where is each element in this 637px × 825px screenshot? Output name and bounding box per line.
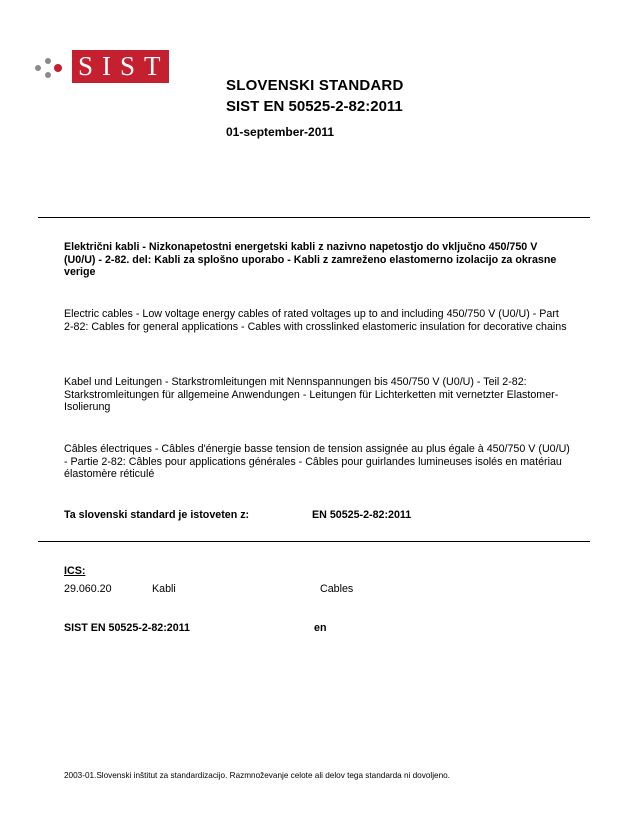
identical-value: EN 50525-2-82:2011 [312, 509, 412, 521]
ics-label: ICS: [64, 565, 86, 577]
ics-term-slovenian: Kabli [152, 583, 176, 595]
title-english: Electric cables - Low voltage energy cables of rated voltages up to and including 450/750 V (U0/U) - Part 2-82: Cables for general applications - Cables with crosslinked elastomeric insulation for decorative chains [64, 308, 567, 333]
ics-term-english: Cables [320, 583, 354, 595]
title-german: Kabel und Leitungen - Starkstromleitungen mit Nennspannungen bis 450/750 V (U0/U) - Teil 2-82: Starkstromleitungen für allgemeine Anwendungen - Leitungen für Lichterketten mit vernetzter Elastomer-Isolierung [64, 376, 559, 414]
ics-code: 29.060.20 [64, 583, 112, 595]
bottom-divider [38, 541, 590, 542]
logo-dot-accent-icon [54, 64, 62, 72]
title-french: Câbles électriques - Câbles d'énergie basse tension de tension assignée au plus égale à 450/750 V (U0/U) - Partie 2-82: Câbles pour applications générales - Câbles pour guirlandes lumineuses isolés en matériau élastomère réticulé [64, 443, 570, 481]
logo-dot-icon [45, 72, 51, 78]
footer-document-id: SIST EN 50525-2-82:2011 [64, 622, 190, 634]
identical-label: Ta slovenski standard je istoveten z: [64, 509, 250, 521]
publication-date: 01-september-2011 [226, 125, 335, 139]
document-id: SIST EN 50525-2-82:2011 [226, 98, 403, 115]
logo-dot-icon [45, 58, 51, 64]
sist-logo [34, 50, 169, 90]
document-type: SLOVENSKI STANDARD [226, 77, 404, 94]
identical-statement [64, 509, 412, 521]
logo-wordmark: SIST [72, 50, 169, 83]
logo-dot-icon [35, 65, 41, 71]
footer-language: en [314, 622, 327, 634]
title-slovenian: Električni kabli - Nizkonapetostni energetski kabli z nazivno napetostjo do vključno 450/750 V (U0/U) - 2-82. del: Kabli za splošno uporabo - Kabli z zamreženo elastomerno izolacijo za okrasne verige [64, 241, 557, 279]
top-divider [38, 217, 590, 218]
copyright-notice: 2003-01.Slovenski inštitut za standardizacijo. Razmnoževanje celote ali delov tega standarda ni dovoljeno. [64, 771, 450, 780]
